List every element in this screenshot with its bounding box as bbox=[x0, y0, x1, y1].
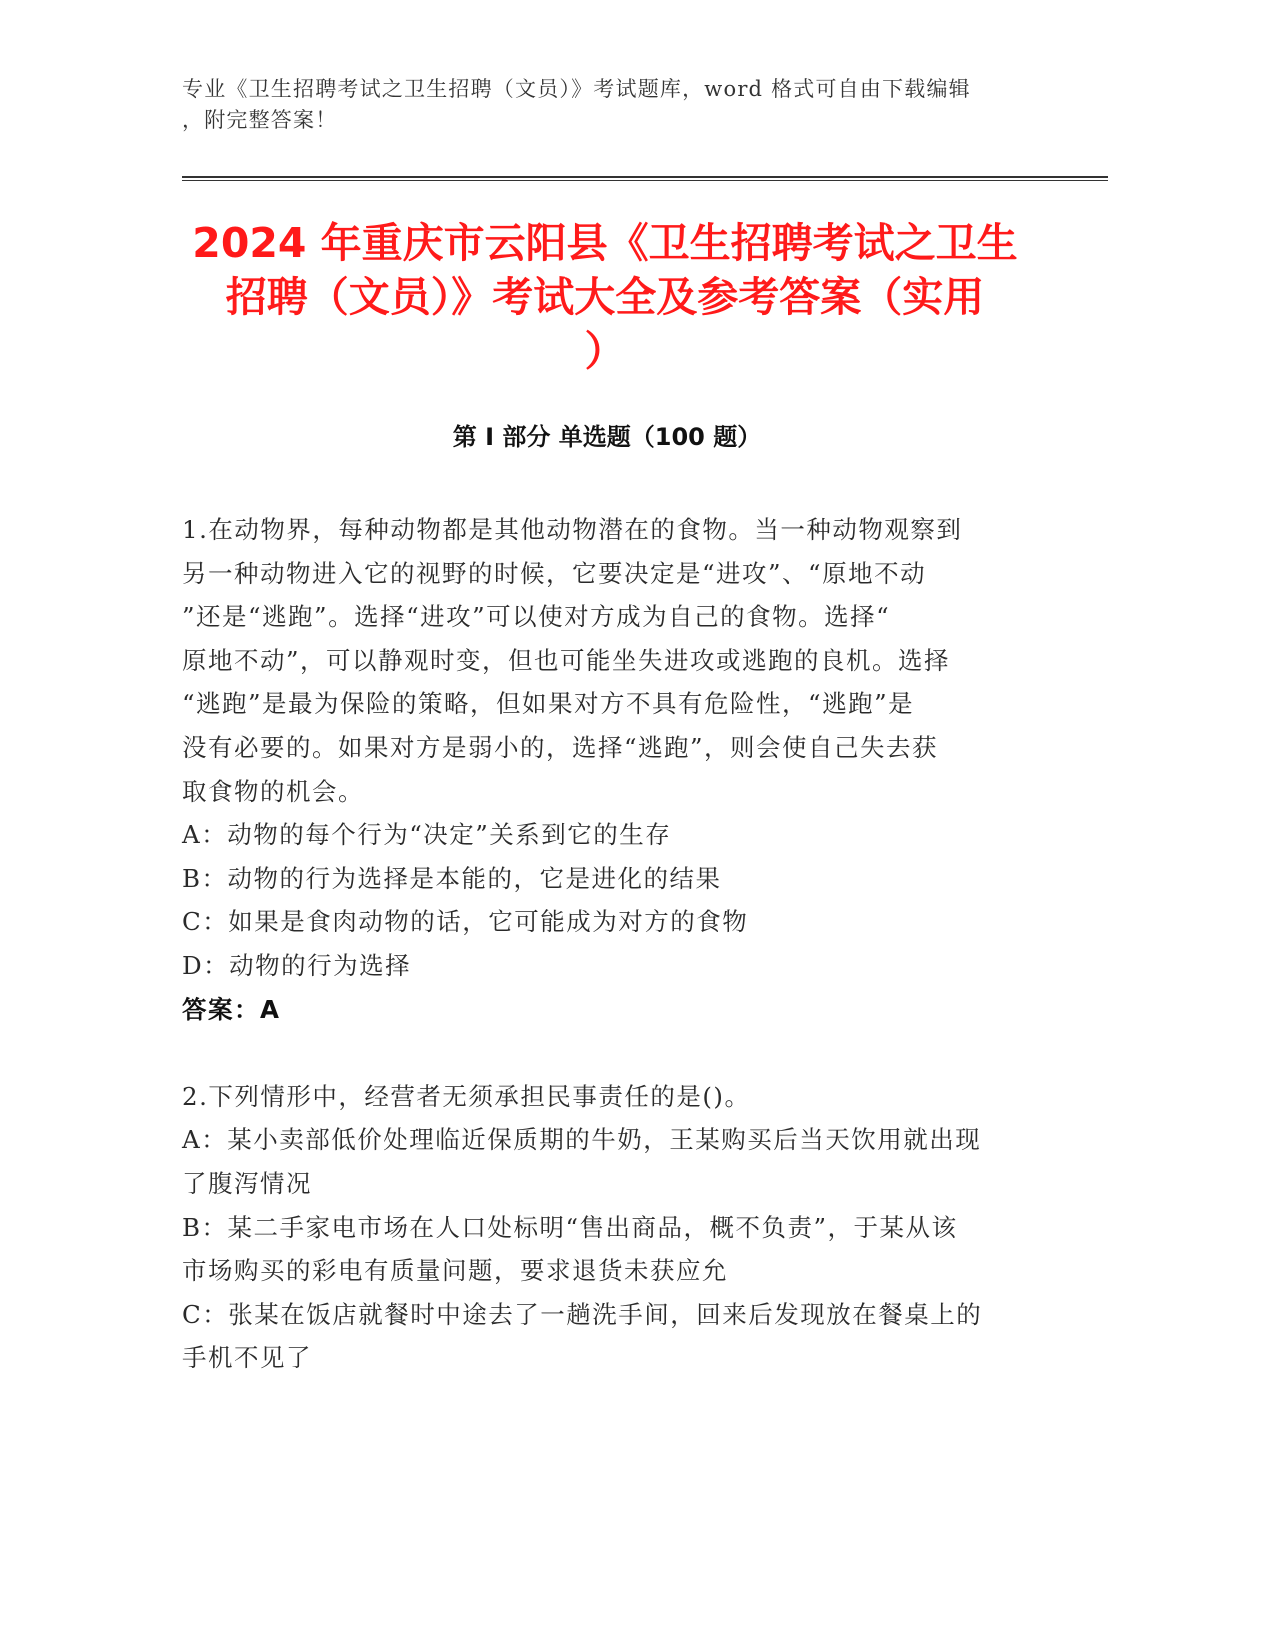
option-line: A：某小卖部低价处理临近保质期的牛奶，王某购买后当天饮用就出现 bbox=[182, 1125, 982, 1155]
option-line: 市场购买的彩电有质量问题，要求退货未获应允 bbox=[182, 1256, 728, 1286]
question-stem-line: 2.下列情形中，经营者无须承担民事责任的是()。 bbox=[182, 1081, 751, 1111]
title-line: ） bbox=[584, 327, 626, 375]
option-d: D：动物的行为选择 bbox=[182, 950, 412, 980]
header-note bbox=[182, 74, 1042, 136]
answer-line: 答案：A bbox=[182, 994, 281, 1024]
option-line: 了腹泻情况 bbox=[182, 1168, 312, 1198]
question-stem-line: 另一种动物进入它的视野的时候，它要决定是“进攻”、“原地不动 bbox=[182, 558, 927, 588]
question-stem-line: 1.在动物界，每种动物都是其他动物潜在的食物。当一种动物观察到 bbox=[182, 515, 963, 544]
question-stem-line: 原地不动”，可以静观时变，但也可能坐失进攻或逃跑的良机。选择 bbox=[182, 645, 951, 675]
option-line: C：张某在饭店就餐时中途去了一趟洗手间，回来后发现放在餐桌上的 bbox=[182, 1299, 983, 1329]
question-2 bbox=[182, 1075, 1032, 1380]
question-list bbox=[182, 508, 1032, 1380]
section-heading: 第 I 部分 单选题（100 题） bbox=[452, 423, 762, 451]
question-stem-line: 没有必要的。如果对方是弱小的，选择“逃跑”，则会使自己失去获 bbox=[182, 732, 939, 762]
document-title bbox=[170, 216, 1040, 378]
option-c: C：如果是食肉动物的话，它可能成为对方的食物 bbox=[182, 907, 749, 937]
option-line: 手机不见了 bbox=[182, 1343, 312, 1373]
header-divider bbox=[182, 176, 1108, 181]
header-note-line: 专业《卫生招聘考试之卫生招聘（文员）》考试题库，word 格式可自由下载编辑 bbox=[182, 77, 971, 101]
question-stem-line: “逃跑”是最为保险的策略，但如果对方不具有危险性，“逃跑”是 bbox=[182, 689, 915, 719]
question-1 bbox=[182, 508, 1032, 1031]
question-stem-line: 取食物的机会。 bbox=[182, 776, 364, 806]
option-a: A：动物的每个行为“决定”关系到它的生存 bbox=[182, 820, 672, 850]
option-b: B：动物的行为选择是本能的，它是进化的结果 bbox=[182, 863, 722, 893]
question-stem-line: ”还是“逃跑”。选择“进攻”可以使对方成为自己的食物。选择“ bbox=[182, 602, 891, 632]
option-line: B：某二手家电市场在人口处标明“售出商品，概不负责”，于某从该 bbox=[182, 1212, 958, 1242]
title-line: 2024 年重庆市云阳县《卫生招聘考试之卫生 bbox=[192, 219, 1018, 267]
header-note-line: ，附完整答案！ bbox=[182, 108, 338, 132]
spacer bbox=[182, 1031, 1032, 1075]
title-line: 招聘（文员）》考试大全及参考答案（实用 bbox=[225, 273, 985, 321]
